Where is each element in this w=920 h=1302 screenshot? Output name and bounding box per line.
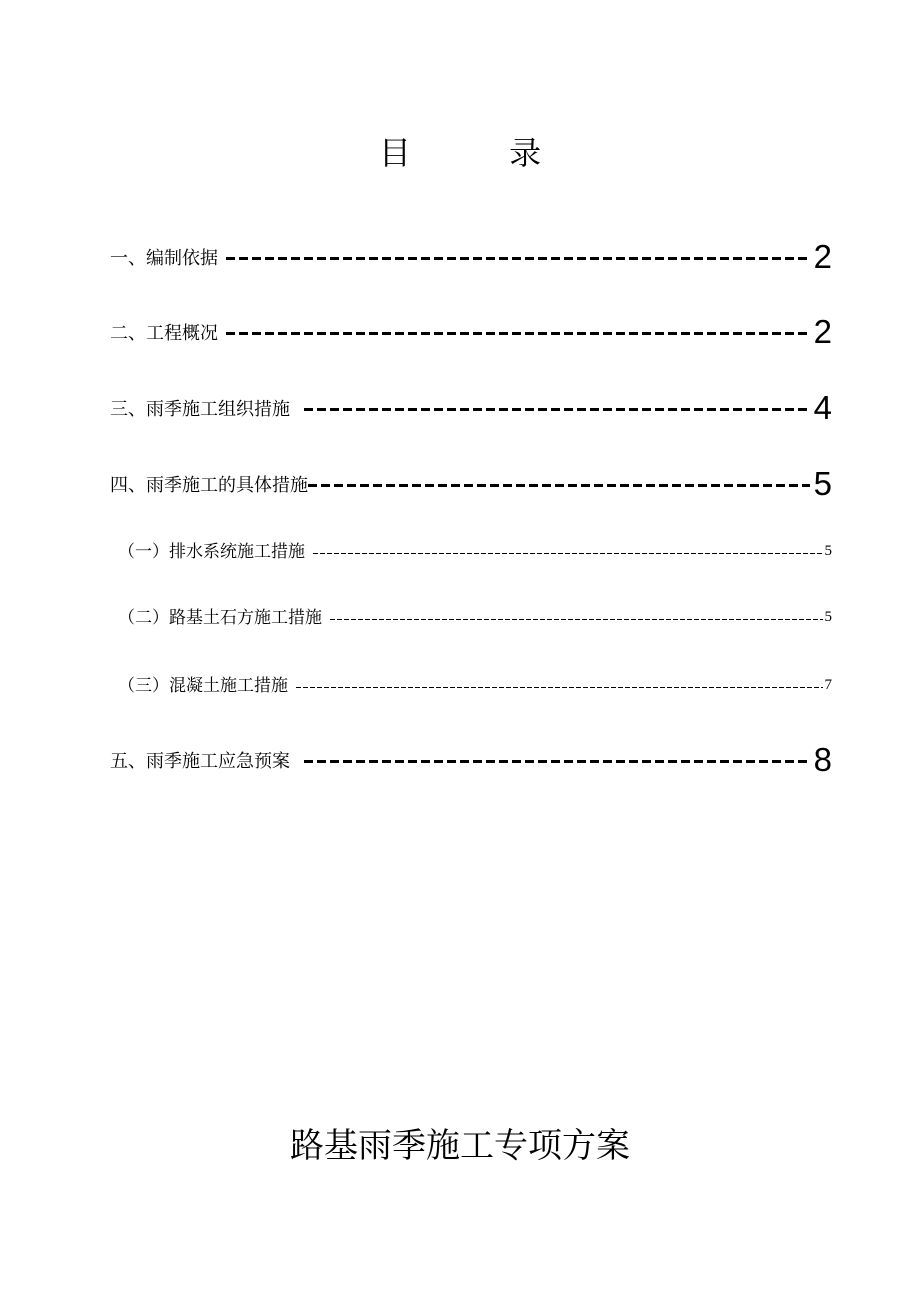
toc-entry[interactable] — [110, 464, 832, 504]
toc-page-number: 4 — [813, 389, 832, 426]
toc-leader — [308, 484, 810, 487]
toc-leader — [330, 619, 823, 620]
toc-leader — [304, 760, 810, 763]
toc-page-number: 5 — [813, 465, 832, 502]
toc-title: 目 录 — [378, 134, 586, 172]
toc-entry-label: 四、雨季施工的具体措施 — [110, 475, 308, 496]
toc-entry-label: 一、编制依据 — [110, 248, 218, 269]
toc-entry-label: 五、雨季施工应急预案 — [110, 751, 290, 772]
document-title: 路基雨季施工专项方案 — [290, 1126, 630, 1166]
toc-page-number: 8 — [813, 741, 832, 778]
toc-entry-label: （一）排水系统施工措施 — [118, 541, 305, 562]
toc-entry-label: （三）混凝土施工措施 — [118, 675, 288, 696]
toc-leader — [226, 332, 810, 335]
toc-leader — [313, 553, 823, 554]
toc-subentry[interactable] — [110, 668, 832, 698]
toc-page-number: 2 — [813, 313, 832, 350]
toc-page-number: 5 — [824, 542, 832, 559]
toc-entry-label: （二）路基土石方施工措施 — [118, 607, 322, 628]
toc-entry[interactable] — [110, 237, 832, 277]
toc-page-number: 2 — [813, 238, 832, 275]
toc-page-number: 5 — [824, 608, 832, 625]
toc-leader — [304, 408, 810, 411]
toc-subentry[interactable] — [110, 600, 832, 630]
toc-entry[interactable] — [110, 740, 832, 780]
toc-page-number: 7 — [824, 676, 832, 693]
toc-entry[interactable] — [110, 388, 832, 428]
toc-subentry[interactable] — [110, 534, 832, 564]
toc-leader — [226, 257, 810, 260]
toc-entry-label: 二、工程概况 — [110, 323, 218, 344]
toc-entry[interactable] — [110, 312, 832, 352]
toc-leader — [296, 687, 823, 688]
toc-entry-label: 三、雨季施工组织措施 — [110, 399, 290, 420]
